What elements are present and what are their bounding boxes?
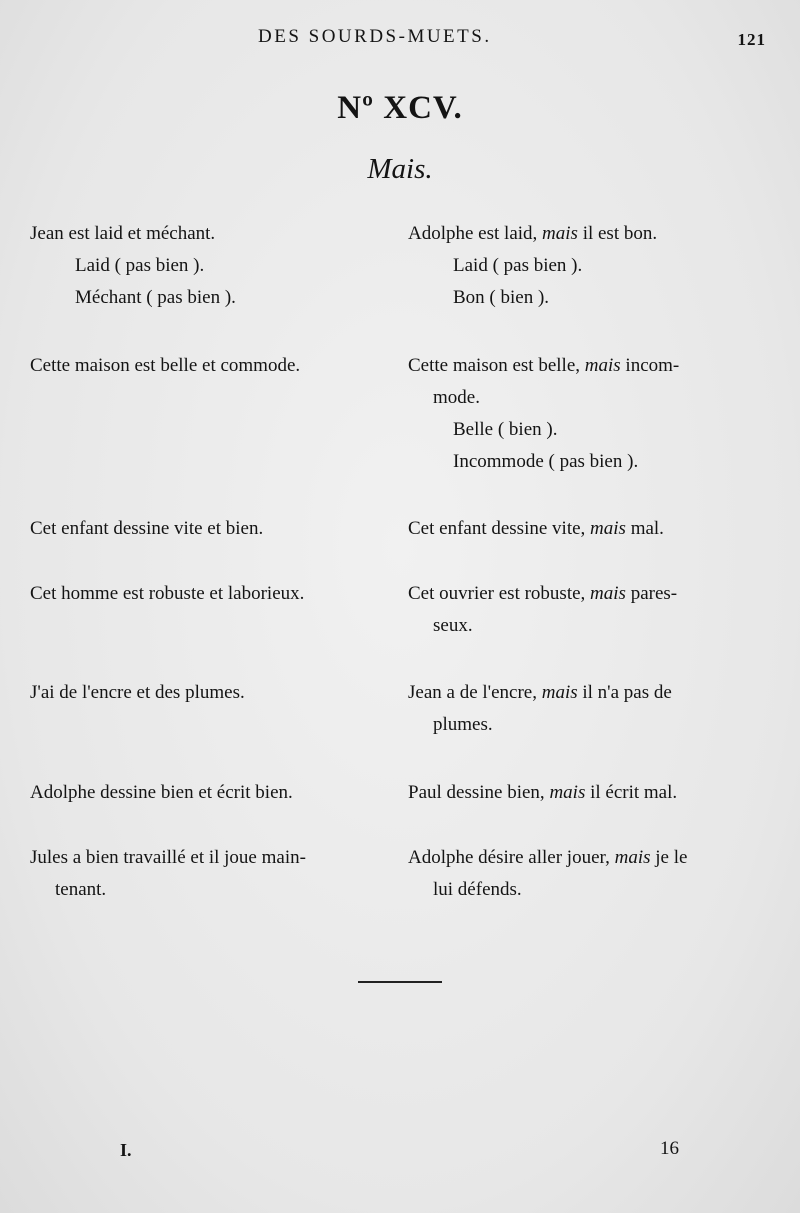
sentence: Adolphe désire aller jouer, mais je le <box>408 847 688 868</box>
gloss: Belle ( bien ). <box>453 419 558 440</box>
example-left-3 <box>30 513 390 545</box>
lesson-title: Mais. <box>367 153 433 185</box>
signature-mark: I. <box>120 1140 132 1160</box>
running-head <box>0 26 800 56</box>
gloss: Incommode ( pas bien ). <box>453 451 639 472</box>
sentence: Cet enfant dessine vite et bien. <box>30 518 264 539</box>
lesson-number: Nº XCV. <box>337 90 463 126</box>
sentence-continuation: tenant. <box>55 879 107 900</box>
example-right-6 <box>408 777 770 809</box>
gloss: Laid ( pas bien ). <box>453 255 583 276</box>
example-right-2 <box>408 350 770 478</box>
sentence: Cet homme est robuste et laborieux. <box>30 583 305 604</box>
example-right-5 <box>408 677 770 741</box>
example-left-5 <box>30 677 390 709</box>
example-right-7 <box>408 842 770 906</box>
section-rule <box>358 981 442 983</box>
sentence: J'ai de l'encre et des plumes. <box>30 682 245 703</box>
example-right-1 <box>408 218 770 314</box>
example-left-1 <box>30 218 390 314</box>
sentence: Adolphe est laid, mais il est bon. <box>408 223 658 244</box>
example-left-6 <box>30 777 390 809</box>
running-title: DES SOURDS-MUETS. <box>258 26 492 47</box>
sentence-continuation: mode. <box>433 387 480 408</box>
sentence: Cet enfant dessine vite, mais mal. <box>408 518 664 539</box>
example-right-4 <box>408 578 770 642</box>
sentence-continuation: lui défends. <box>433 879 522 900</box>
gloss: Laid ( pas bien ). <box>75 255 205 276</box>
example-left-2 <box>30 350 390 382</box>
example-left-7 <box>30 842 390 906</box>
sentence: Jean a de l'encre, mais il n'a pas de <box>408 682 672 703</box>
sentence: Jean est laid et méchant. <box>30 223 216 244</box>
sentence: Adolphe dessine bien et écrit bien. <box>30 782 293 803</box>
gloss: Méchant ( pas bien ). <box>75 287 236 308</box>
sentence-continuation: plumes. <box>433 714 493 735</box>
sentence: Jules a bien travaillé et il joue main- <box>30 847 306 868</box>
example-left-4 <box>30 578 390 610</box>
sentence: Cette maison est belle et commode. <box>30 355 301 376</box>
page-number: 121 <box>737 30 766 49</box>
sentence: Cette maison est belle, mais incom- <box>408 355 680 376</box>
example-right-3 <box>408 513 770 545</box>
sentence: Cet ouvrier est robuste, mais pares- <box>408 583 678 604</box>
sheet-number: 16 <box>660 1138 679 1159</box>
gloss: Bon ( bien ). <box>453 287 550 308</box>
sentence-continuation: seux. <box>433 615 473 636</box>
sentence: Paul dessine bien, mais il écrit mal. <box>408 782 678 803</box>
